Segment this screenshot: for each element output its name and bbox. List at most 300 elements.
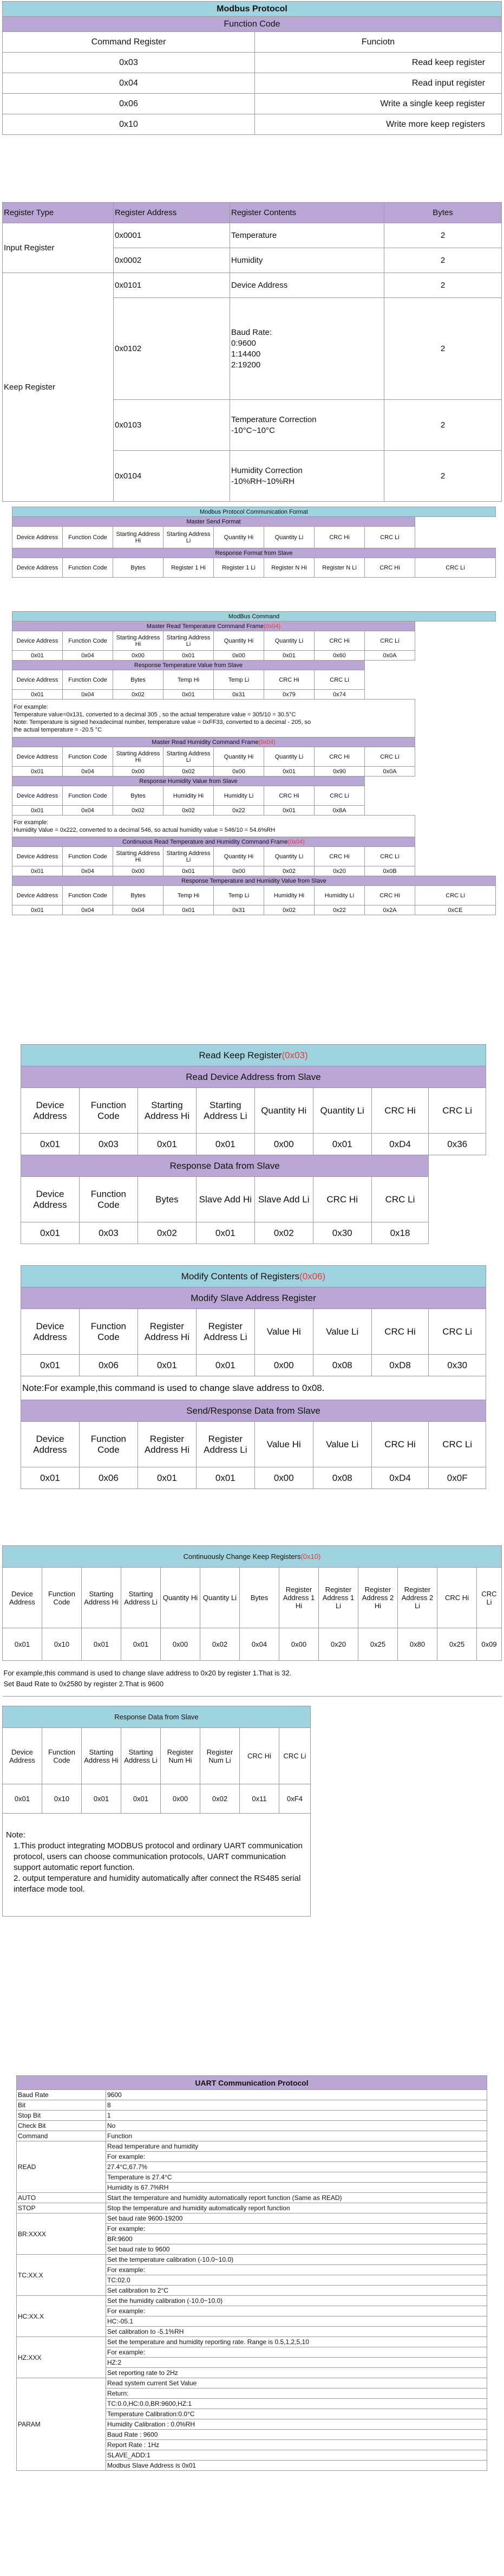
- header-cell: Value Li: [313, 1309, 371, 1355]
- value-cell: 0x25: [358, 1628, 398, 1661]
- header-cell: Starting Address Hi: [113, 847, 163, 866]
- value-cell: 0x00: [161, 1784, 200, 1814]
- reg-content: [230, 298, 384, 400]
- header-cell: Device Address: [21, 1422, 80, 1467]
- header-cell: Quantity Hi: [214, 747, 264, 767]
- note-line: 1.This product integrating MODBUS protocol and ordinary UART communication protocol, users can choose communication protocols, UART communication support automatic report function.: [14, 1841, 303, 1872]
- uart-line: Return:: [106, 2389, 487, 2399]
- value-cell: 0x01: [82, 1628, 121, 1661]
- note-line: the actual temperature = -20.5 °C: [14, 726, 102, 733]
- header-cell: Device Address: [21, 1177, 80, 1222]
- uart-line: TC:0.0,HC:0.0,BR:9600,HZ:1: [106, 2399, 487, 2409]
- header-cell: Function Code: [63, 527, 113, 548]
- note-line: Note: Temperature is signed hexadecimal number, temperature value = 0xFF33, converted to a decimal - 205, so: [14, 719, 311, 726]
- value-cell: 0x01: [82, 1784, 121, 1814]
- value-cell: 0x00: [214, 651, 264, 661]
- note-line: Humidity Value = 0x222, converted to a decimal 546, so actual humidity value = 546/10 = 54.6%RH: [14, 826, 276, 833]
- uart-line: Read system current Set Value: [106, 2378, 487, 2389]
- value-cell: 0x36: [429, 1134, 486, 1155]
- cont-master-title-text: Continuous Read Temperature and Humidity Command Frame: [122, 838, 288, 845]
- setting-value: 9600: [106, 2090, 487, 2100]
- value-cell: 0x04: [63, 866, 113, 876]
- header-cell: Starting Address Hi: [138, 1088, 196, 1134]
- modbus-command-title: ModBus Command: [12, 612, 496, 622]
- header-cell: Register Num Hi: [161, 1728, 200, 1784]
- header-cell: Quantity Li: [313, 1088, 371, 1134]
- header-cell: CRC Hi: [315, 527, 365, 548]
- header-cell: Humidity Hi: [163, 786, 214, 806]
- header-cell: Register N Li: [315, 558, 365, 578]
- uart-line: Humidity is 67.7%RH: [106, 2183, 487, 2193]
- uart-line: Set the temperature and humidity reporting rate. Range is 0.5,1,2,5,10: [106, 2337, 487, 2347]
- value-cell: 0x04: [63, 767, 113, 776]
- header-cell: Quantity Li: [200, 1568, 240, 1628]
- value-cell: 0x01: [196, 1355, 254, 1376]
- uart-line: Start the temperature and humidity automatically report function (Same as READ): [106, 2193, 487, 2203]
- header-cell: Function Code: [63, 631, 113, 651]
- uart-line: Stop the temperature and humidity automatically report function: [106, 2203, 487, 2213]
- uart-line: Temperature is 27.4°C: [106, 2172, 487, 2183]
- value-cell: 0x00: [113, 866, 163, 876]
- cont-change-note: [3, 1661, 502, 1697]
- uart-line: Set calibration to -5.1%RH: [106, 2327, 487, 2337]
- header-cell: Function Code: [63, 747, 113, 767]
- header-cell: CRC Hi: [365, 558, 415, 578]
- header-cell: Starting Address Hi: [113, 747, 163, 767]
- header-cell: CRC Hi: [437, 1568, 477, 1628]
- header-cell: Device Address: [12, 631, 63, 651]
- value-cell: 0x01: [12, 651, 63, 661]
- header-cell: Device Address: [12, 558, 63, 578]
- reg-address: 0x0102: [114, 298, 230, 400]
- header-cell: CRC Hi: [264, 786, 315, 806]
- header-cell: CRC Li: [415, 558, 496, 578]
- value-cell: 0x06: [79, 1355, 138, 1376]
- header-cell: Starting Address Hi: [113, 631, 163, 651]
- header-cell: Device Address: [3, 1728, 42, 1784]
- command-desc: Write more keep registers: [255, 114, 502, 135]
- value-cell: 0x00: [161, 1628, 200, 1661]
- uart-line: BR:9600: [106, 2234, 487, 2244]
- value-cell: 0x01: [121, 1628, 161, 1661]
- value-cell: 0x00: [279, 1628, 319, 1661]
- value-cell: 0x01: [12, 806, 63, 815]
- note-line: Note:: [6, 1830, 25, 1840]
- value-cell: 0x0B: [365, 866, 415, 876]
- value-cell: 0x04: [63, 651, 113, 661]
- cont-resp-data-title: Response Data from Slave: [3, 1706, 311, 1728]
- header-cell: Slave Add Li: [254, 1177, 313, 1222]
- modify-note: Note:For example,this command is used to change slave address to 0x08.: [21, 1376, 486, 1400]
- header-cell: Device Address: [12, 886, 63, 905]
- value-cell: 0x22: [315, 905, 365, 915]
- setting-key: Baud Rate: [17, 2090, 106, 2100]
- header-cell: CRC Hi: [315, 631, 365, 651]
- modbus-title: Modbus Protocol: [3, 2, 502, 17]
- value-cell: 0x01: [12, 767, 63, 776]
- uart-line: For example:: [106, 2265, 487, 2275]
- command-code: 0x03: [3, 53, 255, 73]
- header-cell: Slave Add Hi: [196, 1177, 254, 1222]
- value-cell: 0x31: [214, 905, 264, 915]
- command-code: 0x06: [3, 94, 255, 114]
- header-cell: CRC Li: [315, 670, 365, 690]
- value-cell: 0x00: [214, 866, 264, 876]
- header-cell: Function Code: [79, 1309, 138, 1355]
- uart-line: For example:: [106, 2224, 487, 2234]
- header-cell: Humidity Li: [214, 786, 264, 806]
- value-cell: 0x08: [313, 1467, 371, 1489]
- header-cell: CRC Li: [365, 747, 415, 767]
- comm-format-section: [12, 507, 496, 578]
- value-cell: 0x79: [264, 690, 315, 700]
- note-line: Set Baud Rate to 0x2580 by register 2.That is 9600: [3, 1679, 164, 1688]
- hum-master-code: (0x04): [258, 739, 276, 746]
- value-cell: 0x01: [3, 1628, 42, 1661]
- header-cell: Bytes: [113, 670, 163, 690]
- header-cell: CRC Li: [429, 1422, 486, 1467]
- value-cell: 0x03: [79, 1134, 138, 1155]
- modify-title-text: Modify Contents of Registers: [181, 1271, 300, 1281]
- header-cell: Register Num Li: [200, 1728, 240, 1784]
- header-cell: CRC Hi: [313, 1177, 371, 1222]
- header-cell: Quantity Li: [264, 631, 315, 651]
- value-cell: 0xD4: [371, 1467, 429, 1489]
- value-cell: 0x30: [313, 1222, 371, 1244]
- header-cell: Device Address: [21, 1309, 80, 1355]
- uart-line: Baud Rate : 9600: [106, 2430, 487, 2440]
- reg-content: [230, 451, 384, 502]
- value-cell: 0x04: [240, 1628, 279, 1661]
- reg-bytes: 2: [384, 400, 502, 451]
- header-cell: Register Address 2 Hi: [358, 1568, 398, 1628]
- header-cell: CRC Li: [371, 1177, 429, 1222]
- header-cell: Function Code: [79, 1422, 138, 1467]
- value-cell: 0x18: [371, 1222, 429, 1244]
- cont-change-code: (0x10): [300, 1552, 321, 1561]
- reg-bytes: 2: [384, 223, 502, 248]
- response-format-title: Response Format from Slave: [12, 548, 496, 558]
- header-cell: CRC Li: [429, 1309, 486, 1355]
- read-device-address-title: Read Device Address from Slave: [21, 1066, 486, 1088]
- setting-key: Stop Bit: [17, 2111, 106, 2121]
- hum-example-note: [12, 815, 415, 837]
- header-cell: CRC Li: [415, 886, 496, 905]
- setting-value: 8: [106, 2100, 487, 2111]
- protocol-notes: [3, 1814, 311, 1917]
- uart-line: For example:: [106, 2306, 487, 2316]
- header-cell: Quantity Li: [264, 847, 315, 866]
- uart-line: For example:: [106, 2347, 487, 2358]
- value-cell: 0x02: [138, 1222, 196, 1244]
- value-cell: 0x60: [315, 651, 365, 661]
- header-cell: Function Code: [63, 558, 113, 578]
- header-cell: Register Address Li: [196, 1309, 254, 1355]
- value-cell: 0x06: [79, 1467, 138, 1489]
- value-cell: 0x01: [21, 1222, 80, 1244]
- value-cell: 0x80: [398, 1628, 437, 1661]
- uart-line: Set calibration to 2°C: [106, 2286, 487, 2296]
- keep-register-type: Keep Register: [3, 273, 114, 502]
- value-cell: 0x25: [437, 1628, 477, 1661]
- value-cell: 0x01: [12, 866, 63, 876]
- header-cell: CRC Hi: [371, 1088, 429, 1134]
- header-cell: Register Address Hi: [138, 1309, 196, 1355]
- value-cell: 0x31: [214, 690, 264, 700]
- value-cell: 0x02: [254, 1222, 313, 1244]
- header-cell: CRC Li: [365, 527, 415, 548]
- header-cell: Starting Address Hi: [113, 527, 163, 548]
- temp-resp-title: Response Temperature Value from Slave: [12, 661, 365, 670]
- header-cell: Device Address: [12, 747, 63, 767]
- register-map-section: [2, 202, 502, 502]
- value-cell: 0x01: [138, 1134, 196, 1155]
- header-cell: Temp Li: [214, 670, 264, 690]
- note-line: For example:: [14, 703, 49, 710]
- comm-format-title: Modbus Protocol Communication Format: [12, 507, 496, 517]
- value-cell: 0x01: [196, 1222, 254, 1244]
- value-cell: 0x08: [313, 1355, 371, 1376]
- header-cell: Function Code: [42, 1568, 82, 1628]
- header-cell: Register 1 Hi: [163, 558, 214, 578]
- reg-content: Temperature: [230, 223, 384, 248]
- value-cell: 0x10: [42, 1784, 82, 1814]
- header-cell: Function Code: [79, 1088, 138, 1134]
- master-send-title: Master Send Format: [12, 517, 415, 527]
- header-cell: Quantity Hi: [214, 631, 264, 651]
- header-cell: Register Address 2 Li: [398, 1568, 437, 1628]
- header-cell: CRC Li: [279, 1728, 311, 1784]
- reg-address: 0x0103: [114, 400, 230, 451]
- uart-protocol-section: [16, 2075, 487, 2471]
- read-keep-title: [21, 1045, 486, 1066]
- header-cell: Temp Hi: [163, 886, 214, 905]
- setting-key: Command: [17, 2131, 106, 2141]
- uart-command: HC:XX.X: [17, 2296, 106, 2337]
- value-cell: 0x02: [163, 767, 214, 776]
- value-cell: 0x02: [200, 1784, 240, 1814]
- reg-address-header: Register Address: [114, 203, 230, 223]
- note-line: Temperature value=0x131, converted to a decimal 305 , so the actual temperature value = 305/10 = 30.5°C: [14, 711, 296, 718]
- temp-example-note: [12, 700, 415, 737]
- header-cell: CRC Li: [365, 847, 415, 866]
- header-cell: Device Address: [3, 1568, 42, 1628]
- header-cell: Device Address: [12, 527, 63, 548]
- value-cell: 0x01: [163, 905, 214, 915]
- value-cell: 0x01: [138, 1467, 196, 1489]
- header-cell: Bytes: [113, 558, 163, 578]
- header-cell: CRC Hi: [365, 886, 415, 905]
- header-cell: Register 1 Li: [214, 558, 264, 578]
- note-line: For example,this command is used to change slave address to 0x20 by register 1.That is 32.: [3, 1668, 292, 1677]
- setting-value: Function: [106, 2131, 487, 2141]
- reg-address: 0x0002: [114, 248, 230, 273]
- reg-content: Humidity: [230, 248, 384, 273]
- uart-line: 27.4°C,67.7%: [106, 2162, 487, 2172]
- header-cell: CRC Li: [365, 631, 415, 651]
- cont-master-code: (0x04): [287, 838, 305, 845]
- value-cell: 0x03: [79, 1222, 138, 1244]
- value-cell: 0x01: [21, 1355, 80, 1376]
- modbus-command-section: [12, 611, 496, 915]
- uart-command: PARAM: [17, 2378, 106, 2471]
- header-cell: Function Code: [63, 786, 113, 806]
- header-cell: Register Address 1 Li: [319, 1568, 358, 1628]
- header-cell: Function Code: [63, 886, 113, 905]
- col-function: Funciotn: [255, 32, 502, 53]
- value-cell: 0x01: [163, 651, 214, 661]
- value-cell: 0x11: [240, 1784, 279, 1814]
- value-cell: 0x01: [264, 806, 315, 815]
- cont-change-title-text: Continuously Change Keep Registers: [183, 1552, 301, 1561]
- value-cell: 0xF4: [279, 1784, 311, 1814]
- uart-line: Read temperature and humidity: [106, 2141, 487, 2152]
- uart-command: STOP: [17, 2203, 106, 2213]
- value-cell: 0x90: [315, 767, 365, 776]
- command-desc: Read keep register: [255, 53, 502, 73]
- header-cell: Device Address: [12, 670, 63, 690]
- header-cell: Starting Address Li: [121, 1568, 161, 1628]
- header-cell: Quantity Li: [264, 527, 315, 548]
- modbus-function-section: [2, 1, 502, 135]
- value-cell: 0x0F: [429, 1467, 486, 1489]
- header-cell: Register Address Hi: [138, 1422, 196, 1467]
- header-cell: Device Address: [12, 786, 63, 806]
- reg-bytes: 2: [384, 298, 502, 400]
- header-cell: Register Address 1 Hi: [279, 1568, 319, 1628]
- uart-command: AUTO: [17, 2193, 106, 2203]
- cont-change-title: [3, 1546, 502, 1568]
- command-code: 0x10: [3, 114, 255, 135]
- header-cell: Bytes: [113, 886, 163, 905]
- value-cell: 0xD8: [371, 1355, 429, 1376]
- command-code: 0x04: [3, 73, 255, 94]
- command-desc: Write a single keep register: [255, 94, 502, 114]
- value-cell: 0x01: [163, 866, 214, 876]
- header-cell: Starting Address Li: [163, 527, 214, 548]
- reg-type-header: Register Type: [3, 203, 114, 223]
- function-code-header: Function Code: [3, 17, 502, 32]
- reg-address: 0x0001: [114, 223, 230, 248]
- reg-bytes-header: Bytes: [384, 203, 502, 223]
- response-data-title: Response Data from Slave: [21, 1155, 429, 1177]
- uart-command: TC:XX.X: [17, 2255, 106, 2296]
- header-cell: Value Hi: [254, 1422, 313, 1467]
- value-cell: 0x04: [63, 905, 113, 915]
- reg-contents-header: Register Contents: [230, 203, 384, 223]
- header-cell: Device Address: [12, 847, 63, 866]
- header-cell: Starting Address Li: [163, 847, 214, 866]
- value-cell: 0x01: [21, 1467, 80, 1489]
- value-cell: 0x8A: [315, 806, 365, 815]
- value-cell: 0x00: [113, 651, 163, 661]
- hum-master-title-text: Master Read Humidity Command Frame: [152, 739, 259, 746]
- cont-change-response-section: [2, 1706, 311, 1917]
- setting-value: 1: [106, 2111, 487, 2121]
- header-cell: Starting Address Hi: [82, 1728, 121, 1784]
- uart-command: HZ:XXX: [17, 2337, 106, 2378]
- value-cell: 0x04: [113, 905, 163, 915]
- read-keep-code: (0x03): [282, 1050, 308, 1060]
- setting-key: Check Bit: [17, 2121, 106, 2131]
- value-cell: 0x22: [214, 806, 264, 815]
- value-cell: 0x00: [113, 767, 163, 776]
- value-cell: 0x20: [315, 866, 365, 876]
- value-cell: 0x09: [477, 1628, 502, 1661]
- value-cell: 0x01: [264, 767, 315, 776]
- value-cell: 0x0A: [365, 651, 415, 661]
- value-cell: 0x02: [113, 806, 163, 815]
- uart-title: UART Communication Protocol: [17, 2076, 487, 2090]
- modify-slave-title: Modify Slave Address Register: [21, 1287, 486, 1309]
- value-cell: 0x01: [264, 651, 315, 661]
- command-desc: Read input register: [255, 73, 502, 94]
- value-cell: 0x01: [121, 1784, 161, 1814]
- header-cell: Function Code: [79, 1177, 138, 1222]
- value-cell: 0x30: [429, 1355, 486, 1376]
- uart-line: For example:: [106, 2152, 487, 2162]
- value-cell: 0x00: [254, 1355, 313, 1376]
- value-cell: 0x2A: [365, 905, 415, 915]
- value-cell: 0x01: [196, 1467, 254, 1489]
- value-cell: 0x01: [163, 690, 214, 700]
- modify-code: (0x06): [299, 1271, 326, 1281]
- header-cell: Quantity Hi: [161, 1568, 200, 1628]
- value-cell: 0xD4: [371, 1134, 429, 1155]
- cont-resp-title: Response Temperature and Humidity Value from Slave: [12, 876, 496, 886]
- input-register-type: Input Register: [3, 223, 114, 273]
- header-cell: CRC Hi: [264, 670, 315, 690]
- header-cell: Function Code: [63, 847, 113, 866]
- hum-correction-label: Humidity Correction: [231, 465, 303, 475]
- header-cell: Temp Li: [214, 886, 264, 905]
- reg-content: [230, 400, 384, 451]
- value-cell: 0x02: [113, 690, 163, 700]
- header-cell: Function Code: [42, 1728, 82, 1784]
- uart-line: Set the temperature calibration (-10.0~10.0): [106, 2255, 487, 2265]
- uart-line: Humidity Calibration : 0.0%RH: [106, 2419, 487, 2430]
- header-cell: Humidity Hi: [264, 886, 315, 905]
- value-cell: 0x01: [3, 1784, 42, 1814]
- header-cell: Temp Hi: [163, 670, 214, 690]
- header-cell: Quantity Hi: [214, 527, 264, 548]
- cont-master-title: [12, 837, 415, 847]
- setting-value: No: [106, 2121, 487, 2131]
- header-cell: Bytes: [240, 1568, 279, 1628]
- header-cell: Starting Address Li: [121, 1728, 161, 1784]
- header-cell: CRC Li: [477, 1568, 502, 1628]
- reg-bytes: 2: [384, 451, 502, 502]
- reg-address: 0x0101: [114, 273, 230, 298]
- header-cell: Quantity Hi: [214, 847, 264, 866]
- value-cell: 0x04: [63, 806, 113, 815]
- temp-master-code: (0x04): [264, 623, 281, 630]
- header-cell: Value Li: [313, 1422, 371, 1467]
- temp-correction-label: Temperature Correction: [231, 415, 317, 424]
- header-cell: Register N Hi: [264, 558, 315, 578]
- value-cell: 0x02: [163, 806, 214, 815]
- value-cell: 0x0A: [365, 767, 415, 776]
- value-cell: 0x01: [21, 1134, 80, 1155]
- header-cell: CRC Hi: [371, 1422, 429, 1467]
- uart-line: HC:-05.1: [106, 2316, 487, 2327]
- header-cell: Device Address: [21, 1088, 80, 1134]
- value-cell: 0x01: [313, 1134, 371, 1155]
- read-keep-title-text: Read Keep Register: [199, 1050, 282, 1060]
- baud-rate-option: 2:19200: [231, 360, 261, 370]
- hum-correction-range: -10%RH~10%RH: [231, 476, 295, 486]
- temp-master-title: [12, 622, 415, 631]
